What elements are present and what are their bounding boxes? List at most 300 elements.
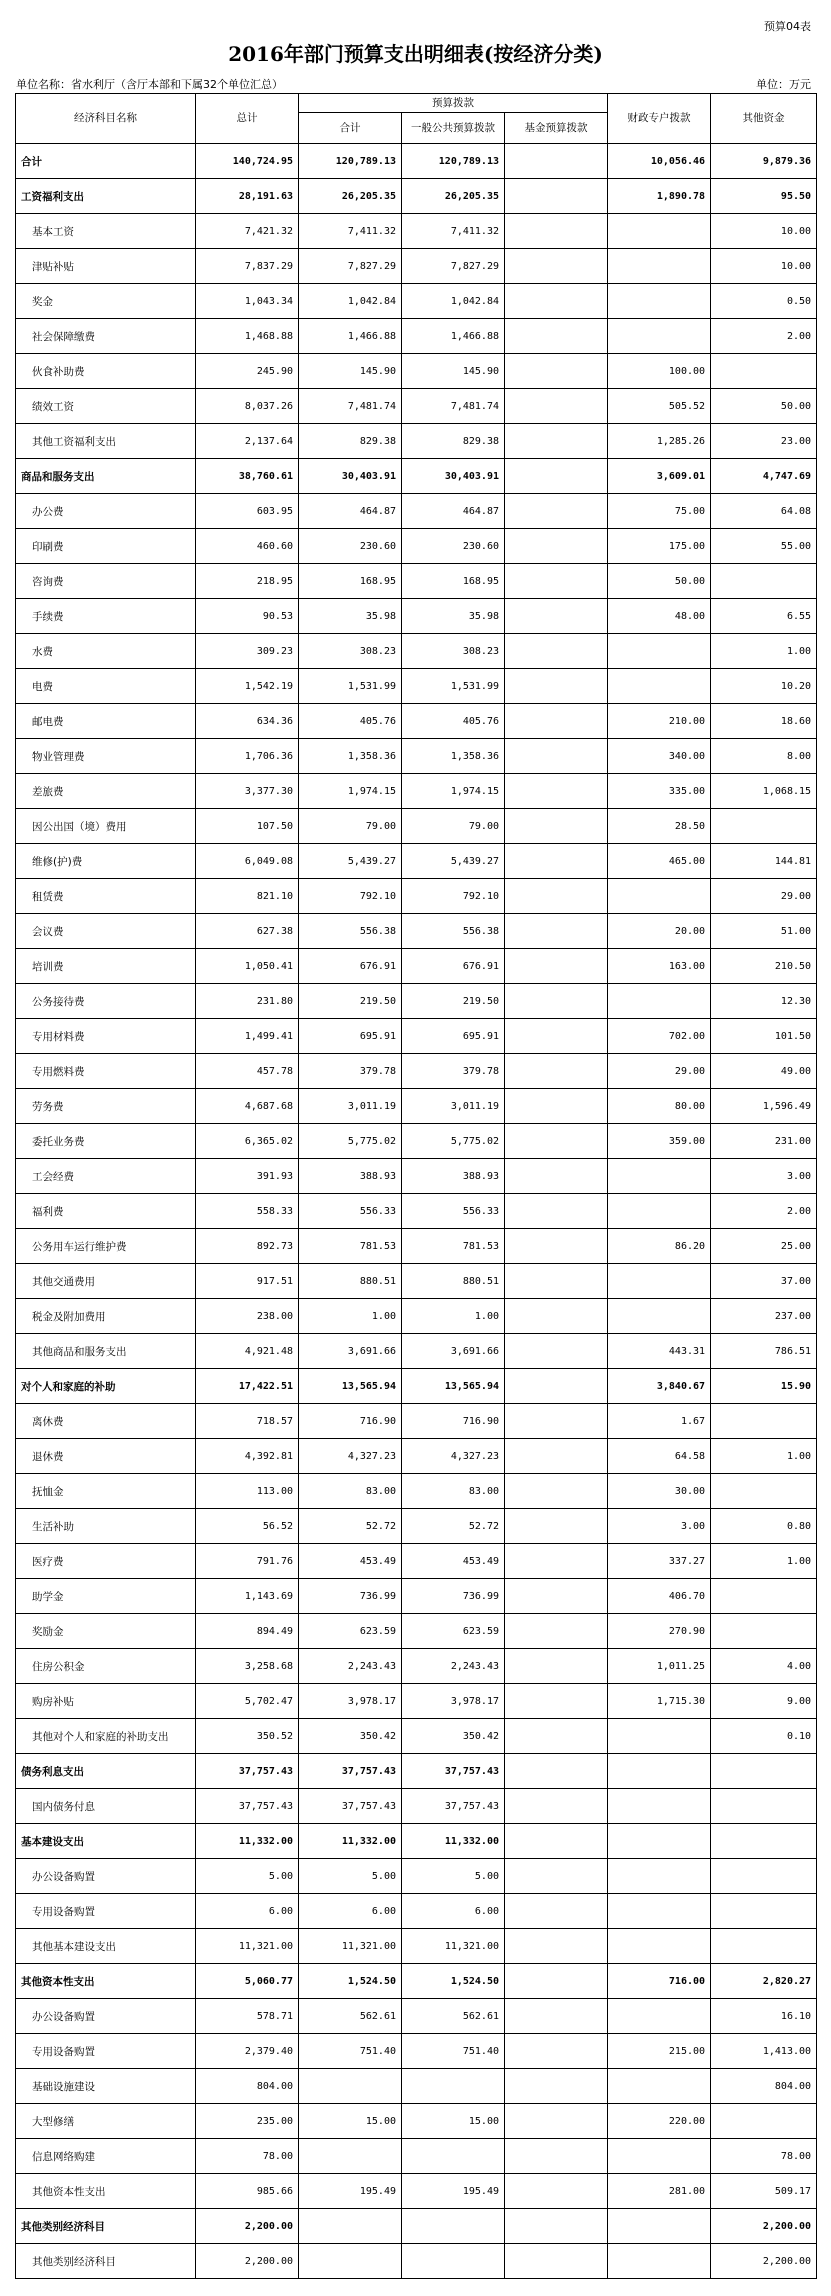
cell-general: 388.93 [402, 1159, 505, 1194]
cell-subtotal: 792.10 [299, 879, 402, 914]
cell-general: 120,789.13 [402, 144, 505, 179]
cell-general: 26,205.35 [402, 179, 505, 214]
cell-subtotal: 1,042.84 [299, 284, 402, 319]
cell-special: 716.00 [608, 1964, 711, 1999]
table-row [16, 494, 817, 529]
cell-general: 464.87 [402, 494, 505, 529]
cell-total: 2,200.00 [196, 2209, 299, 2244]
cell-total: 350.52 [196, 1719, 299, 1754]
row-name: 社会保障缴费 [16, 319, 196, 354]
table-row [16, 284, 817, 319]
cell-other [711, 809, 817, 844]
cell-total: 4,921.48 [196, 1334, 299, 1369]
cell-total: 6.00 [196, 1894, 299, 1929]
category-row [16, 179, 817, 214]
cell-special: 3,840.67 [608, 1369, 711, 1404]
row-name: 税金及附加费用 [16, 1299, 196, 1334]
cell-special [608, 249, 711, 284]
cell-total: 1,542.19 [196, 669, 299, 704]
cell-total: 3,258.68 [196, 1649, 299, 1684]
cell-fund [505, 319, 608, 354]
cell-special [608, 284, 711, 319]
row-name: 劳务费 [16, 1089, 196, 1124]
cell-fund [505, 1019, 608, 1054]
cell-subtotal: 1,531.99 [299, 669, 402, 704]
cell-other: 23.00 [711, 424, 817, 459]
row-name: 专用燃料费 [16, 1054, 196, 1089]
row-name: 基础设施建设 [16, 2069, 196, 2104]
cell-special: 20.00 [608, 914, 711, 949]
cell-general: 556.38 [402, 914, 505, 949]
col-header-budget: 预算拨款 [299, 94, 608, 113]
table-row [16, 2069, 817, 2104]
row-name: 工资福利支出 [16, 179, 196, 214]
cell-other: 78.00 [711, 2139, 817, 2174]
cell-fund [505, 424, 608, 459]
cell-special: 465.00 [608, 844, 711, 879]
cell-other: 95.50 [711, 179, 817, 214]
table-row [16, 529, 817, 564]
cell-special [608, 1264, 711, 1299]
cell-fund [505, 809, 608, 844]
cell-total: 107.50 [196, 809, 299, 844]
table-row [16, 1614, 817, 1649]
cell-other: 0.80 [711, 1509, 817, 1544]
cell-special: 1,890.78 [608, 179, 711, 214]
row-name: 手续费 [16, 599, 196, 634]
cell-subtotal: 26,205.35 [299, 179, 402, 214]
cell-other: 4.00 [711, 1649, 817, 1684]
cell-total: 985.66 [196, 2174, 299, 2209]
row-name: 工会经费 [16, 1159, 196, 1194]
table-row [16, 809, 817, 844]
row-name: 奖励金 [16, 1614, 196, 1649]
row-name: 印刷费 [16, 529, 196, 564]
table-row [16, 1404, 817, 1439]
cell-other: 0.50 [711, 284, 817, 319]
cell-special: 505.52 [608, 389, 711, 424]
cell-general: 7,827.29 [402, 249, 505, 284]
cell-total: 140,724.95 [196, 144, 299, 179]
cell-fund [505, 2174, 608, 2209]
row-name: 办公设备购置 [16, 1999, 196, 2034]
cell-general: 5,439.27 [402, 844, 505, 879]
unit-name: 单位名称：省水利厅（含厅本部和下属32个单位汇总） [16, 78, 283, 91]
cell-fund [505, 2139, 608, 2174]
cell-special [608, 1929, 711, 1964]
row-name: 伙食补助费 [16, 354, 196, 389]
cell-other [711, 1474, 817, 1509]
cell-total: 2,137.64 [196, 424, 299, 459]
row-name: 抚恤金 [16, 1474, 196, 1509]
cell-other: 210.50 [711, 949, 817, 984]
cell-total: 1,468.88 [196, 319, 299, 354]
cell-other: 1,413.00 [711, 2034, 817, 2069]
cell-special: 3,609.01 [608, 459, 711, 494]
cell-other: 15.90 [711, 1369, 817, 1404]
cell-subtotal: 7,411.32 [299, 214, 402, 249]
cell-fund [505, 2069, 608, 2104]
cell-subtotal: 15.00 [299, 2104, 402, 2139]
row-name: 信息网络购建 [16, 2139, 196, 2174]
cell-fund [505, 1369, 608, 1404]
cell-subtotal: 2,243.43 [299, 1649, 402, 1684]
table-row [16, 1579, 817, 1614]
cell-subtotal: 13,565.94 [299, 1369, 402, 1404]
cell-fund [505, 914, 608, 949]
cell-subtotal: 1.00 [299, 1299, 402, 1334]
cell-subtotal: 1,974.15 [299, 774, 402, 809]
table-row [16, 1019, 817, 1054]
category-row [16, 2209, 817, 2244]
row-name: 其他类别经济科目 [16, 2209, 196, 2244]
currency-unit: 单位：万元 [756, 78, 811, 91]
cell-special: 1,011.25 [608, 1649, 711, 1684]
cell-other: 55.00 [711, 529, 817, 564]
cell-special [608, 2209, 711, 2244]
cell-general: 145.90 [402, 354, 505, 389]
row-name: 专用设备购置 [16, 2034, 196, 2069]
row-name: 物业管理费 [16, 739, 196, 774]
cell-special [608, 1824, 711, 1859]
cell-special: 340.00 [608, 739, 711, 774]
cell-fund [505, 144, 608, 179]
row-name: 对个人和家庭的补助 [16, 1369, 196, 1404]
cell-other: 51.00 [711, 914, 817, 949]
col-header-general: 一般公共预算拨款 [402, 113, 505, 144]
cell-total: 7,421.32 [196, 214, 299, 249]
cell-other: 49.00 [711, 1054, 817, 1089]
cell-other [711, 1579, 817, 1614]
cell-total: 238.00 [196, 1299, 299, 1334]
category-row [16, 144, 817, 179]
cell-subtotal: 4,327.23 [299, 1439, 402, 1474]
cell-fund [505, 1999, 608, 2034]
cell-fund [505, 1649, 608, 1684]
table-row [16, 564, 817, 599]
cell-general: 37,757.43 [402, 1754, 505, 1789]
category-row [16, 1369, 817, 1404]
cell-fund [505, 179, 608, 214]
cell-fund [505, 1089, 608, 1124]
cell-total: 791.76 [196, 1544, 299, 1579]
cell-fund [505, 1299, 608, 1334]
cell-general: 11,332.00 [402, 1824, 505, 1859]
cell-subtotal: 695.91 [299, 1019, 402, 1054]
table-row [16, 1264, 817, 1299]
row-name: 公务用车运行维护费 [16, 1229, 196, 1264]
table-row [16, 1124, 817, 1159]
cell-special [608, 1754, 711, 1789]
category-row [16, 1964, 817, 1999]
cell-total: 894.49 [196, 1614, 299, 1649]
cell-total: 218.95 [196, 564, 299, 599]
cell-total: 603.95 [196, 494, 299, 529]
cell-total: 460.60 [196, 529, 299, 564]
cell-total: 17,422.51 [196, 1369, 299, 1404]
cell-general: 2,243.43 [402, 1649, 505, 1684]
cell-total: 38,760.61 [196, 459, 299, 494]
cell-general: 1,042.84 [402, 284, 505, 319]
cell-subtotal: 6.00 [299, 1894, 402, 1929]
cell-fund [505, 774, 608, 809]
cell-fund [505, 1929, 608, 1964]
row-name: 基本建设支出 [16, 1824, 196, 1859]
col-header-other: 其他资金 [711, 94, 817, 144]
cell-fund [505, 1614, 608, 1649]
cell-total: 235.00 [196, 2104, 299, 2139]
cell-special [608, 214, 711, 249]
cell-other: 16.10 [711, 1999, 817, 2034]
cell-subtotal: 5.00 [299, 1859, 402, 1894]
table-row [16, 424, 817, 459]
cell-fund [505, 1964, 608, 1999]
cell-other [711, 1894, 817, 1929]
cell-fund [505, 214, 608, 249]
cell-fund [505, 2104, 608, 2139]
row-name: 办公费 [16, 494, 196, 529]
cell-fund [505, 739, 608, 774]
cell-general: 1,358.36 [402, 739, 505, 774]
col-header-total: 总计 [196, 94, 299, 144]
cell-total: 1,043.34 [196, 284, 299, 319]
cell-subtotal [299, 2209, 402, 2244]
cell-special: 48.00 [608, 599, 711, 634]
cell-general: 562.61 [402, 1999, 505, 2034]
cell-other [711, 1929, 817, 1964]
row-name: 维修(护)费 [16, 844, 196, 879]
cell-subtotal: 11,321.00 [299, 1929, 402, 1964]
cell-subtotal: 464.87 [299, 494, 402, 529]
row-name: 其他工资福利支出 [16, 424, 196, 459]
cell-subtotal: 5,439.27 [299, 844, 402, 879]
cell-other: 2,820.27 [711, 1964, 817, 1999]
cell-total: 3,377.30 [196, 774, 299, 809]
cell-general: 13,565.94 [402, 1369, 505, 1404]
cell-total: 5,060.77 [196, 1964, 299, 1999]
cell-fund [505, 2034, 608, 2069]
cell-total: 1,143.69 [196, 1579, 299, 1614]
cell-subtotal: 11,332.00 [299, 1824, 402, 1859]
cell-subtotal: 379.78 [299, 1054, 402, 1089]
cell-general: 1.00 [402, 1299, 505, 1334]
cell-other: 1.00 [711, 1439, 817, 1474]
cell-subtotal: 3,978.17 [299, 1684, 402, 1719]
cell-special: 270.90 [608, 1614, 711, 1649]
row-name: 会议费 [16, 914, 196, 949]
row-name: 因公出国（境）费用 [16, 809, 196, 844]
table-header [16, 94, 817, 144]
cell-total: 718.57 [196, 1404, 299, 1439]
cell-subtotal: 120,789.13 [299, 144, 402, 179]
cell-general [402, 2139, 505, 2174]
cell-subtotal: 308.23 [299, 634, 402, 669]
row-name: 生活补助 [16, 1509, 196, 1544]
table-row [16, 1474, 817, 1509]
cell-fund [505, 984, 608, 1019]
cell-general: 379.78 [402, 1054, 505, 1089]
cell-general: 695.91 [402, 1019, 505, 1054]
cell-general: 792.10 [402, 879, 505, 914]
table-row [16, 249, 817, 284]
cell-fund [505, 1404, 608, 1439]
cell-other: 10.00 [711, 214, 817, 249]
row-name: 专用材料费 [16, 1019, 196, 1054]
cell-other [711, 1614, 817, 1649]
cell-other: 37.00 [711, 1264, 817, 1299]
cell-fund [505, 1229, 608, 1264]
cell-other: 2,200.00 [711, 2209, 817, 2244]
cell-subtotal: 1,358.36 [299, 739, 402, 774]
cell-fund [505, 669, 608, 704]
cell-fund [505, 459, 608, 494]
cell-other [711, 1404, 817, 1439]
cell-subtotal: 829.38 [299, 424, 402, 459]
cell-special: 163.00 [608, 949, 711, 984]
cell-total: 6,049.08 [196, 844, 299, 879]
cell-fund [505, 1334, 608, 1369]
cell-other: 8.00 [711, 739, 817, 774]
cell-general: 79.00 [402, 809, 505, 844]
cell-fund [505, 1684, 608, 1719]
cell-other: 10.20 [711, 669, 817, 704]
cell-total: 245.90 [196, 354, 299, 389]
row-name: 医疗费 [16, 1544, 196, 1579]
table-row [16, 1719, 817, 1754]
cell-total: 892.73 [196, 1229, 299, 1264]
cell-fund [505, 2244, 608, 2279]
cell-general: 1,974.15 [402, 774, 505, 809]
cell-general: 405.76 [402, 704, 505, 739]
cell-general [402, 2209, 505, 2244]
cell-special: 220.00 [608, 2104, 711, 2139]
table-row [16, 844, 817, 879]
col-header-fund: 基金预算拨款 [505, 113, 608, 144]
table-row [16, 389, 817, 424]
table-row [16, 1509, 817, 1544]
cell-general: 1,466.88 [402, 319, 505, 354]
cell-other: 4,747.69 [711, 459, 817, 494]
cell-special: 702.00 [608, 1019, 711, 1054]
cell-general: 676.91 [402, 949, 505, 984]
table-row [16, 1299, 817, 1334]
row-name: 离休费 [16, 1404, 196, 1439]
cell-other: 50.00 [711, 389, 817, 424]
cell-special: 10,056.46 [608, 144, 711, 179]
cell-special [608, 2069, 711, 2104]
cell-total: 11,321.00 [196, 1929, 299, 1964]
col-header-subtotal: 合计 [299, 113, 402, 144]
cell-subtotal: 880.51 [299, 1264, 402, 1299]
cell-other: 1,068.15 [711, 774, 817, 809]
row-name: 其他商品和服务支出 [16, 1334, 196, 1369]
row-name: 绩效工资 [16, 389, 196, 424]
cell-general: 7,411.32 [402, 214, 505, 249]
cell-subtotal: 219.50 [299, 984, 402, 1019]
cell-special: 29.00 [608, 1054, 711, 1089]
cell-special: 1,715.30 [608, 1684, 711, 1719]
cell-fund [505, 249, 608, 284]
cell-subtotal: 37,757.43 [299, 1789, 402, 1824]
cell-subtotal: 556.38 [299, 914, 402, 949]
row-name: 租赁费 [16, 879, 196, 914]
cell-general: 736.99 [402, 1579, 505, 1614]
row-name: 国内债务付息 [16, 1789, 196, 1824]
cell-total: 917.51 [196, 1264, 299, 1299]
row-name: 福利费 [16, 1194, 196, 1229]
cell-fund [505, 1579, 608, 1614]
cell-other: 12.30 [711, 984, 817, 1019]
cell-general [402, 2069, 505, 2104]
cell-special [608, 984, 711, 1019]
cell-general: 30,403.91 [402, 459, 505, 494]
cell-subtotal [299, 2069, 402, 2104]
cell-general: 230.60 [402, 529, 505, 564]
cell-special [608, 669, 711, 704]
cell-subtotal: 7,481.74 [299, 389, 402, 424]
cell-other: 509.17 [711, 2174, 817, 2209]
cell-other: 0.10 [711, 1719, 817, 1754]
table-row [16, 1334, 817, 1369]
table-row [16, 2034, 817, 2069]
table-row [16, 1194, 817, 1229]
cell-general: 623.59 [402, 1614, 505, 1649]
cell-general: 11,321.00 [402, 1929, 505, 1964]
table-row [16, 2174, 817, 2209]
cell-other: 29.00 [711, 879, 817, 914]
cell-fund [505, 284, 608, 319]
cell-other: 9.00 [711, 1684, 817, 1719]
row-name: 水费 [16, 634, 196, 669]
cell-fund [505, 599, 608, 634]
cell-total: 821.10 [196, 879, 299, 914]
cell-fund [505, 494, 608, 529]
table-row [16, 1894, 817, 1929]
cell-general: 7,481.74 [402, 389, 505, 424]
cell-other [711, 1824, 817, 1859]
table-row [16, 1054, 817, 1089]
col-header-special: 财政专户拨款 [608, 94, 711, 144]
table-row [16, 1439, 817, 1474]
cell-fund [505, 1054, 608, 1089]
cell-special [608, 2139, 711, 2174]
cell-special [608, 634, 711, 669]
cell-subtotal: 781.53 [299, 1229, 402, 1264]
row-name: 邮电费 [16, 704, 196, 739]
cell-fund [505, 1824, 608, 1859]
row-name: 基本工资 [16, 214, 196, 249]
cell-total: 37,757.43 [196, 1789, 299, 1824]
table-row [16, 704, 817, 739]
row-name: 奖金 [16, 284, 196, 319]
cell-other: 6.55 [711, 599, 817, 634]
cell-fund [505, 1789, 608, 1824]
cell-other: 2.00 [711, 319, 817, 354]
cell-fund [505, 529, 608, 564]
cell-other: 786.51 [711, 1334, 817, 1369]
table-row [16, 1159, 817, 1194]
row-name: 大型修缮 [16, 2104, 196, 2139]
cell-other: 10.00 [711, 249, 817, 284]
cell-fund [505, 2209, 608, 2244]
cell-total: 5.00 [196, 1859, 299, 1894]
cell-special: 215.00 [608, 2034, 711, 2069]
cell-special: 75.00 [608, 494, 711, 529]
cell-other: 1,596.49 [711, 1089, 817, 1124]
cell-total: 2,200.00 [196, 2244, 299, 2279]
cell-other: 1.00 [711, 634, 817, 669]
cell-general [402, 2244, 505, 2279]
